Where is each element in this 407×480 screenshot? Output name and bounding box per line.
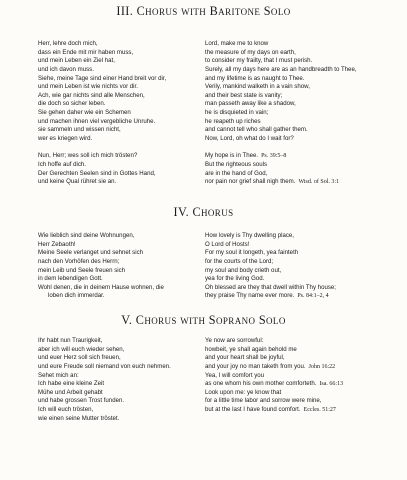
text-line: Sie gehen daher wie ein Schemen	[38, 109, 131, 117]
section-5-english	[205, 337, 343, 415]
text-line: und mein Leben ein Ziel hat,	[38, 57, 115, 65]
text-line: but at the last I have found comfort. Eccles. 51:27	[205, 406, 336, 414]
text-line: Verily, mankind walketh in a vain show,	[205, 83, 310, 91]
text-line: Nun, Herr; wes soll ich mich trösten?	[38, 152, 138, 160]
text-line: they praise Thy name ever more. Ps. 84:1–2, 4	[205, 292, 329, 300]
text-line: in dem lebendigen Gott.	[38, 275, 103, 283]
text-line: und euer Herz soll sich freuen,	[38, 354, 121, 362]
section-4-german	[38, 232, 164, 301]
text-line: howbeit, ye shall again behold me	[205, 345, 297, 353]
text-line: Siehe, meine Tage sind einer Hand breit vor dir,	[38, 74, 167, 82]
text-line: for a little time labor and sorrow were mine,	[205, 397, 322, 405]
text-line: Sehet mich an:	[38, 371, 79, 379]
section-3-heading: III. Chorus with Baritone Solo	[116, 4, 291, 18]
text-line: the measure of my days on earth,	[205, 48, 296, 56]
text-line: How lovely is Thy dwelling place,	[205, 232, 294, 239]
text-line: Ich habe eine kleine Zeit	[38, 380, 105, 388]
text-line: Wie lieblich sind deine Wohnungen,	[38, 232, 135, 239]
text-line: Ach, wie gar nichts sind alle Menschen,	[38, 91, 145, 99]
text-line: Ye now are sorrowful:	[205, 337, 264, 344]
text-line: sie sammeln und wissen nicht,	[38, 126, 121, 134]
text-line: Wohl denen, die in deinem Hause wohnen, die	[38, 283, 164, 291]
text-line: as one whom his own mother comforteth. Isa. 66:13	[205, 380, 344, 388]
section-3-german	[38, 40, 166, 187]
text-line: und eure Freude soll niemand von euch nehmen.	[38, 362, 171, 370]
text-line: wer es kriegen wird.	[38, 135, 93, 143]
text-line: und habe grossen Trost funden.	[38, 397, 125, 405]
section-4-english	[205, 232, 336, 301]
text-line: die doch so sicher leben.	[38, 100, 106, 108]
text-line: Ich will euch trösten,	[38, 406, 94, 414]
text-line: Herr Zebaoth!	[38, 240, 76, 248]
text-line: nach den Vorhöfen des Herrn;	[38, 257, 120, 265]
text-line: Look upon me: ye know that	[205, 388, 282, 396]
text-line: he reapeth up riches	[205, 117, 261, 125]
scripture-reference: Eccles. 51:27	[303, 407, 336, 414]
section-4-heading: IV. Chorus	[173, 205, 234, 219]
text-line: mein Leib und Seele freuen sich	[38, 266, 126, 274]
text-line: Mühe und Arbeit gehabt	[38, 388, 103, 396]
text-line: Now, Lord, oh what do I wait for?	[205, 135, 294, 143]
text-line: Herr, lehre doch mich,	[38, 40, 98, 47]
text-line: wie einen seine Mutter tröstet.	[38, 414, 120, 422]
scripture-reference: Ps. 39:5–8	[261, 153, 287, 160]
text-line: und ich davon muss.	[38, 65, 94, 73]
text-line: he is disquieted in vain;	[205, 109, 269, 117]
text-line: My hope is in Thee. Ps. 39:5–8	[205, 152, 287, 160]
text-line: Meine Seele verlanget und sehnet sich	[38, 249, 144, 257]
scripture-reference: John 16:22	[308, 363, 336, 370]
text-line: Der Gerechten Seelen sind in Gottes Hand,	[38, 169, 156, 177]
section-5-heading: V. Chorus with Soprano Solo	[121, 313, 286, 327]
text-line: loben dich immerdar.	[48, 292, 105, 300]
section-5-german	[38, 337, 171, 423]
text-line: But the righteous souls	[205, 160, 267, 168]
text-line: to consider my frailty, that I must perish.	[205, 57, 313, 65]
text-line: O Lord of Hosts!	[205, 240, 250, 248]
text-line: and your joy no man taketh from you. John 16:22	[205, 362, 336, 370]
text-line: for the courts of the Lord;	[205, 257, 274, 265]
text-line: Yea, I will comfort you	[205, 371, 265, 379]
scripture-reference: Ps. 84:1–2, 4	[297, 293, 329, 300]
text-line: my soul and body crieth out,	[205, 266, 282, 274]
text-line: Surely, all my days here are as an handbreadth to Thee,	[205, 65, 357, 73]
text-line: For my soul it longeth, yea fainteth	[205, 249, 299, 257]
text-line: Ich hoffe auf dich.	[38, 160, 86, 168]
text-line: Oh blessed are they that dwell within Thy house;	[205, 283, 336, 291]
scripture-reference: Isa. 66:13	[319, 381, 344, 388]
section-3-english	[205, 40, 357, 187]
scripture-reference: Wisd. of Sol. 3:1	[298, 179, 340, 186]
text-line: und mein Leben ist wie nichts vor dir.	[38, 83, 138, 91]
text-line: Ihr habt nun Traurigkeit,	[38, 337, 103, 344]
text-line: dass ein Ende mit mir haben muss,	[38, 48, 134, 56]
text-line: are in the hand of God,	[205, 169, 268, 177]
text-line: und keine Qual rühret sie an.	[38, 178, 117, 186]
text-line: and their best state is vanity;	[205, 91, 283, 99]
text-line: and cannot tell who shall gather them.	[205, 126, 308, 134]
text-line: aber ich will euch wieder sehen,	[38, 345, 125, 353]
text-line: nor pain nor grief shall nigh them. Wisd. of Sol. 3:1	[205, 178, 340, 186]
text-line: and your heart shall be joyful,	[205, 354, 285, 362]
text-line: and my lifetime is as naught to Thee.	[205, 74, 305, 82]
text-line: man passeth away like a shadow,	[205, 100, 296, 108]
text-line: yea for the living God.	[205, 275, 265, 283]
text-line: und machen ihnen viel vergebliche Unruhe.	[38, 117, 156, 125]
text-line: Lord, make me to know	[205, 40, 269, 47]
